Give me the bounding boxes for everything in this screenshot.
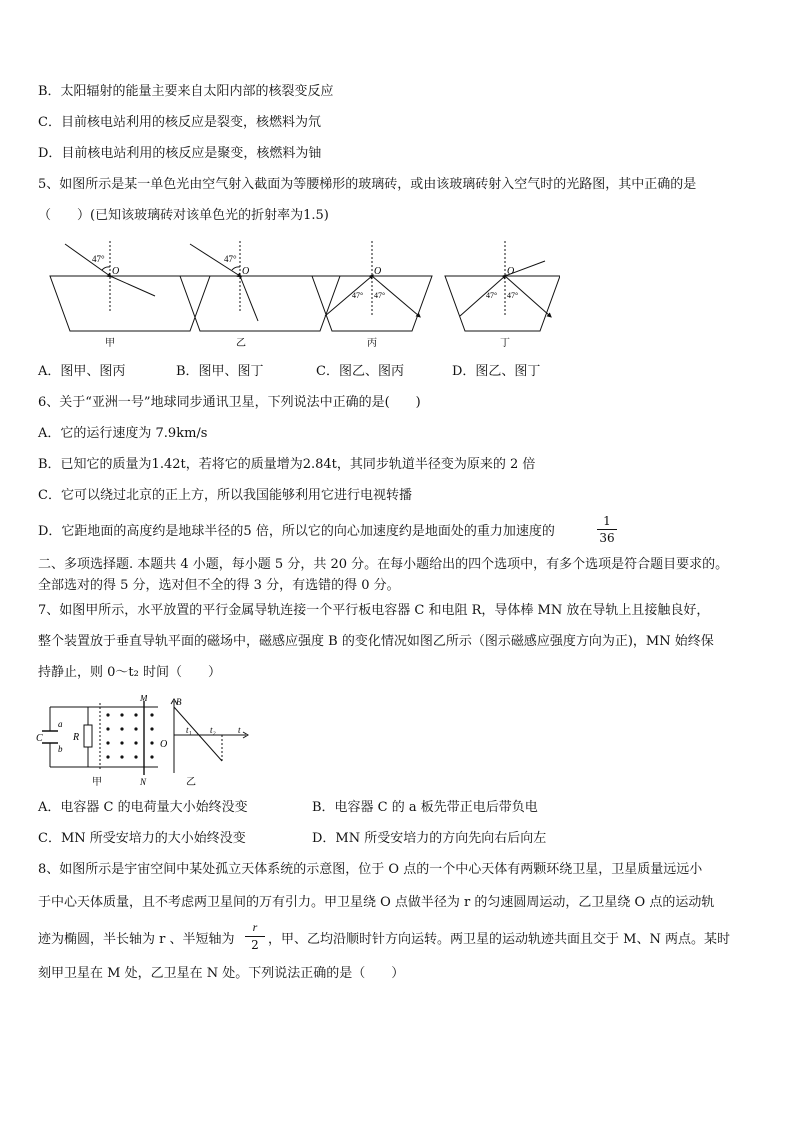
- q6-option-c: C．它可以绕过北京的正上方，所以我国能够利用它进行电视转播: [38, 488, 412, 503]
- q7-figure: [36, 695, 256, 790]
- fig5-label-bing: 丙: [367, 338, 377, 349]
- q8-fraction-den: 2: [251, 938, 259, 952]
- q7-stem-line1: 7、如图甲所示，水平放置的平行金属导轨连接一个平行板电容器 C 和电阻 R，导体棒 MN 放在导轨上且接触良好，: [38, 603, 710, 618]
- fig5-angle-ding-l: 47°: [486, 291, 498, 300]
- magnetic-field-dots: [106, 713, 153, 758]
- rod-n-label: N: [140, 777, 147, 787]
- q6-fraction-den: 36: [599, 531, 615, 545]
- q5-stem-line1: 5、如图所示是某一单色光由空气射入截面为等腰梯形的玻璃砖，或由该玻璃砖射入空气时的光路图，其中正确的是: [38, 177, 697, 192]
- cap-plate-a-label: a: [58, 719, 63, 729]
- q8-stem-line2: 于中心天体质量，且不考虑两卫星间的万有引力。甲卫星绕 O 点做半径为 r 的匀速圆周运动，乙卫星绕 O 点的运动轨: [38, 895, 715, 910]
- q6-fraction: [597, 514, 617, 545]
- q5-option-b: B．图甲、图丁: [176, 364, 264, 379]
- fig5-label-yi: 乙: [236, 338, 246, 349]
- trapezoid-yi: [180, 241, 340, 349]
- q8-fraction-num: r: [252, 920, 258, 934]
- graph-yi: [160, 697, 248, 788]
- circuit-jia: [36, 695, 158, 788]
- q8-stem-line4: 刻甲卫星在 M 处，乙卫星在 N 处。下列说法正确的是（ ）: [38, 966, 405, 981]
- fig5-angle-yi: 47°: [224, 254, 237, 264]
- graph-t1-label: t₁: [186, 725, 192, 735]
- q7-stem-line3: 持静止，则 0～t₂ 时间（ ）: [38, 665, 221, 680]
- q8-stem-line3-part1: 迹为椭圆，半长轴为 r 、半短轴为: [38, 932, 235, 947]
- q6-stem: 6、关于“亚洲一号”地球同步通讯卫星，下列说法中正确的是( ): [38, 395, 421, 410]
- q7-option-b: B．电容器 C 的 a 板先带正电后带负电: [312, 800, 538, 815]
- trapezoid-bing: [312, 241, 432, 349]
- q6-option-d: D．它距地面的高度约是地球半径的5 倍，所以它的向心加速度约是地面处的重力加速度的: [38, 524, 555, 539]
- q5-stem-line2: （ ）(已知该玻璃砖对该单色光的折射率为1.5): [38, 208, 329, 223]
- q6-fraction-num: 1: [603, 514, 611, 528]
- section2-heading-line2: 全部选对的得 5 分，选对但不全的得 3 分，有选错的得 0 分。: [38, 578, 400, 593]
- fig5-angle-ding-r: 47°: [507, 291, 519, 300]
- fig5-angle-bing-l: 47°: [352, 291, 364, 300]
- graph-origin-label: O: [160, 739, 168, 750]
- q4-option-c: C．目前核电站利用的核反应是裂变，核燃料为氘: [38, 115, 321, 130]
- graph-b-axis-label: B: [176, 697, 182, 707]
- q5-figure: [40, 236, 560, 356]
- q6-option-b: B．已知它的质量为1.42t，若将它的质量增为2.84t，其同步轨道半径变为原来的 2 倍: [38, 457, 536, 472]
- q5-option-d: D．图乙、图丁: [452, 364, 541, 379]
- cap-plate-b-label: b: [58, 744, 63, 754]
- fig5-o-jia: O: [112, 266, 120, 277]
- fig5-label-ding: 丁: [500, 338, 510, 349]
- rod-m-label: M: [140, 695, 148, 703]
- capacitor-label: C: [36, 733, 43, 744]
- q5-option-c: C．图乙、图丙: [316, 364, 404, 379]
- trapezoid-jia: [50, 241, 210, 349]
- fig5-angle-jia: 47°: [92, 254, 105, 264]
- fig5-o-ding: O: [507, 266, 515, 277]
- q7-stem-line2: 整个装置放于垂直导轨平面的磁场中，磁感应强度 B 的变化情况如图乙所示（图示磁感应强度方向为正)，MN 始终保: [38, 634, 714, 649]
- q7-option-a: A．电容器 C 的电荷量大小始终没变: [38, 800, 248, 815]
- fig5-o-bing: O: [374, 266, 382, 277]
- section2-heading-line1: 二、多项选择题. 本题共 4 小题，每小题 5 分，共 20 分。在每小题给出的四个选项中，有多个选项是符合题目要求的。: [38, 557, 729, 572]
- q4-option-d: D．目前核电站利用的核反应是聚变，核燃料为铀: [38, 146, 322, 161]
- q5-option-a: A．图甲、图丙: [38, 364, 126, 379]
- q8-stem-line3-part2: ，甲、乙均沿顺时针方向运转。两卫星的运动轨迹共面且交于 M、N 两点。某时: [268, 932, 730, 947]
- fig5-label-jia: 甲: [105, 338, 115, 349]
- q7-option-d: D．MN 所受安培力的方向先向右后向左: [312, 831, 547, 846]
- q8-fraction: [245, 920, 265, 952]
- trapezoid-ding: [445, 241, 560, 349]
- q6-option-a: A．它的运行速度为 7.9km/s: [38, 426, 208, 441]
- circuit-caption: 甲: [92, 777, 102, 788]
- q7-option-c: C．MN 所受安培力的大小始终没变: [38, 831, 246, 846]
- graph-caption: 乙: [186, 777, 196, 788]
- graph-t2-label: t₂: [210, 725, 216, 735]
- graph-t-axis-label: t: [238, 725, 241, 735]
- fig5-angle-bing-r: 47°: [374, 291, 386, 300]
- q4-option-b: B．太阳辐射的能量主要来自太阳内部的核裂变反应: [38, 84, 334, 99]
- resistor-label: R: [73, 732, 80, 743]
- q8-stem-line1: 8、如图所示是宇宙空间中某处孤立天体系统的示意图，位于 O 点的一个中心天体有两颗环绕卫星，卫星质量远远小: [38, 862, 703, 877]
- fig5-o-yi: O: [242, 266, 250, 277]
